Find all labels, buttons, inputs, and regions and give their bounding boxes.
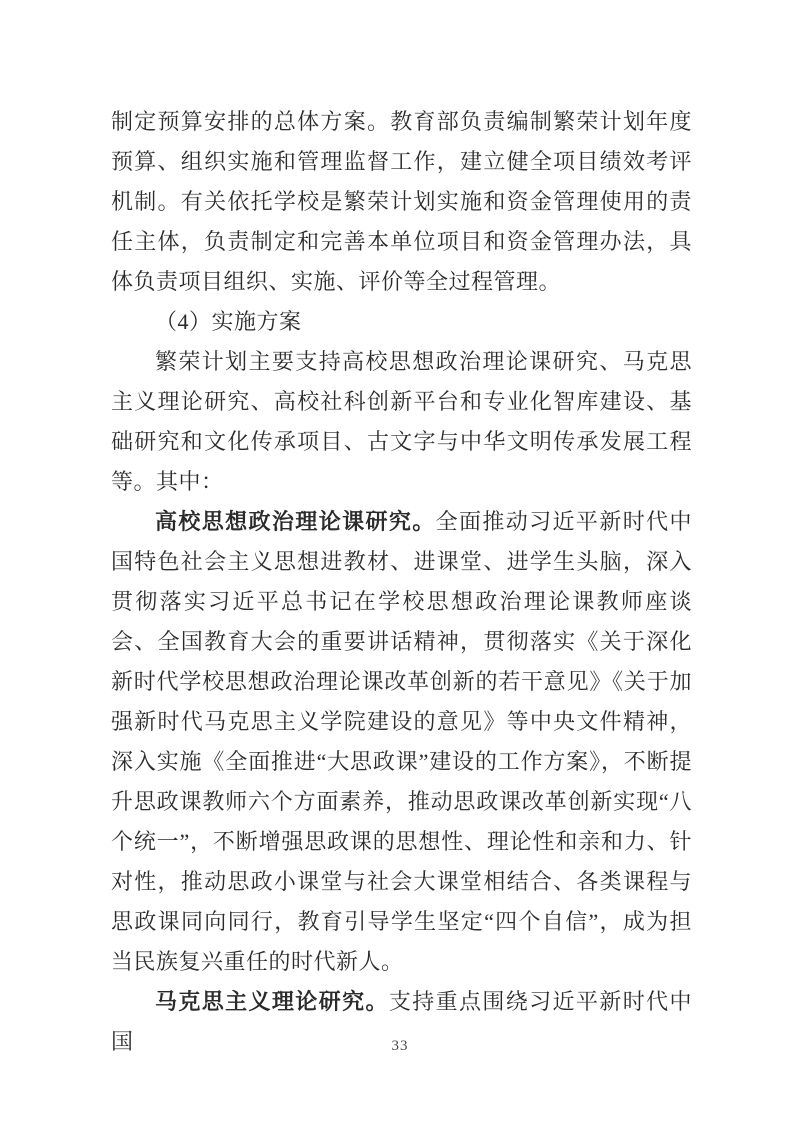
- paragraph: [111, 302, 692, 342]
- page-number: 33: [391, 1038, 409, 1054]
- paragraph: [111, 342, 692, 502]
- paragraph: [111, 502, 692, 982]
- text-segment: 支持重点围绕习近平新时代中国: [111, 989, 692, 1054]
- text-segment: 全面推动习近平新时代中国特色社会主义思想进教材、进课堂、进学生头脑，深入贯彻落实习近平总书记在学校思想政治理论课教师座谈会、全国教育大会的重要讲话精神，贯彻落实《关于深化新时代学校思想政治理论课改革创新的若干意见》《关于加强新时代马克思主义学院建设的意见》等中央文件精神，深入实施《全面推进“大思政课”建设的工作方案》，不断提升思政课教师六个方面素养，推动思政课改革创新实现“八个统一”，不断增强思政课的思想性、理论性和亲和力、针对性，推动思政小课堂与社会大课堂相结合、各类课程与思政课同向同行，教育引导学生坚定“四个自信”，成为担当民族复兴重任的时代新人。: [111, 509, 692, 974]
- document-body: [111, 102, 692, 1062]
- text-segment: （4）实施方案: [155, 309, 302, 334]
- paragraph: [111, 102, 692, 302]
- text-segment: 繁荣计划主要支持高校思想政治理论课研究、马克思主义理论研究、高校社科创新平台和专业化智库建设、基础研究和文化传承项目、古文字与中华文明传承发展工程等。其中：: [111, 349, 692, 494]
- text-segment: 制定预算安排的总体方案。教育部负责编制繁荣计划年度预算、组织实施和管理监督工作，建立健全项目绩效考评机制。有关依托学校是繁荣计划实施和资金管理使用的责任主体，负责制定和完善本单位项目和资金管理办法，具体负责项目组织、实施、评价等全过程管理。: [111, 109, 692, 294]
- bold-heading-segment: 马克思主义理论研究。: [155, 989, 389, 1014]
- bold-heading-segment: 高校思想政治理论课研究。: [155, 509, 436, 534]
